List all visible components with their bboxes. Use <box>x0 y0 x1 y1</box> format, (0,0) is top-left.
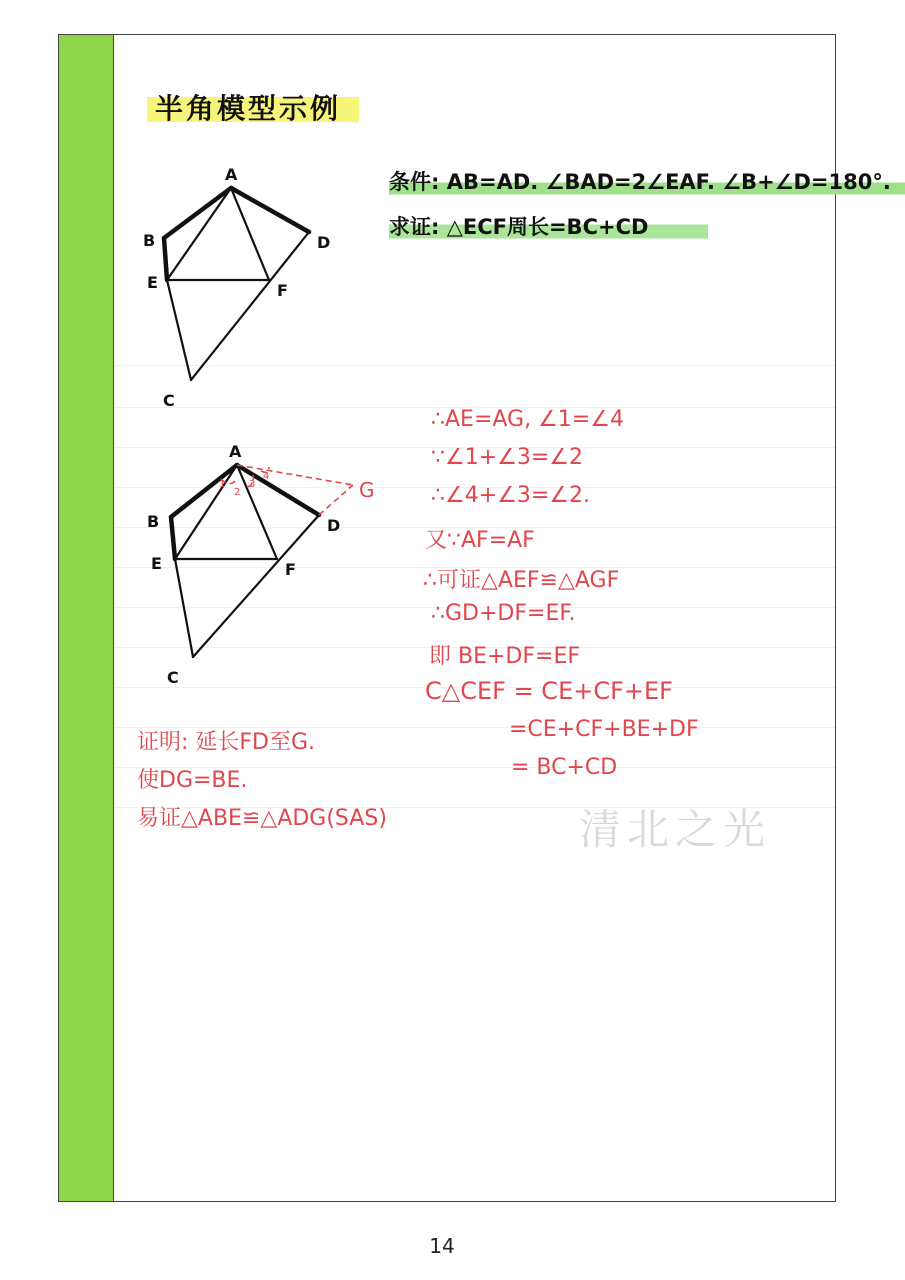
label-f: F <box>277 281 288 300</box>
segment-ae <box>175 465 237 559</box>
dashed-dg <box>319 485 353 515</box>
proof-step: = BC+CD <box>511 755 618 780</box>
label-a: A <box>229 442 242 461</box>
label-c: C <box>167 668 179 687</box>
segment-ec <box>175 559 193 657</box>
label-b: B <box>143 231 156 250</box>
proof-step: ∴AE=AG, ∠1=∠4 <box>431 407 624 432</box>
segment-dc <box>193 515 319 657</box>
label-g: G <box>359 478 375 502</box>
label-d: D <box>317 233 331 252</box>
proof-step: ∴GD+DF=EF. <box>431 601 576 626</box>
proof-step: 即 BE+DF=EF <box>429 644 581 669</box>
segment-ad <box>231 188 309 232</box>
proof-step: C△CEF = CE+CF+EF <box>425 677 673 705</box>
angle-label-3: 3 <box>249 479 256 490</box>
segment-ae <box>167 188 231 280</box>
segment-ab <box>164 188 231 238</box>
proof-step: 又∵AF=AF <box>425 528 535 553</box>
angle-label-4: 4 <box>263 471 270 482</box>
segment-be <box>164 238 167 280</box>
proof-intro-line: 证明: 延长FD至G. <box>137 730 316 755</box>
label-f: F <box>285 560 296 579</box>
margin-bar <box>59 35 114 1201</box>
segment-ec <box>167 280 191 380</box>
figure-1-diagram <box>129 150 359 420</box>
watermark: 清北之光 <box>579 805 772 854</box>
segment-af <box>231 188 269 280</box>
proof-intro-line: 易证△ABE≌△ADG(SAS) <box>137 806 387 831</box>
to-prove-text: 求证: △ECF周长=BC+CD <box>389 211 708 241</box>
label-e: E <box>147 273 158 292</box>
condition-text: 条件: AB=AD. ∠BAD=2∠EAF. ∠B+∠D=180°. <box>389 166 905 196</box>
figure-2-diagram <box>129 435 399 695</box>
proof-intro-line: 使DG=BE. <box>137 768 248 793</box>
proof-step: ∵∠1+∠3=∠2 <box>431 445 584 470</box>
segment-dc <box>191 232 309 380</box>
notebook-page <box>58 34 891 1202</box>
proof-step: ∴可证△AEF≌△AGF <box>423 568 620 593</box>
label-c: C <box>163 391 175 410</box>
page-title: 半角模型示例 <box>147 87 359 127</box>
angle-label-1: 1 <box>219 479 226 490</box>
label-a: A <box>225 165 238 184</box>
angle-label-2: 2 <box>234 487 241 498</box>
proof-step: ∴∠4+∠3=∠2. <box>431 483 591 508</box>
label-e: E <box>151 554 162 573</box>
label-d: D <box>327 516 341 535</box>
segment-be <box>171 517 175 559</box>
label-b: B <box>147 512 160 531</box>
segment-ab <box>171 465 237 517</box>
page-number: 14 <box>429 1234 455 1258</box>
proof-step: =CE+CF+BE+DF <box>509 717 699 742</box>
